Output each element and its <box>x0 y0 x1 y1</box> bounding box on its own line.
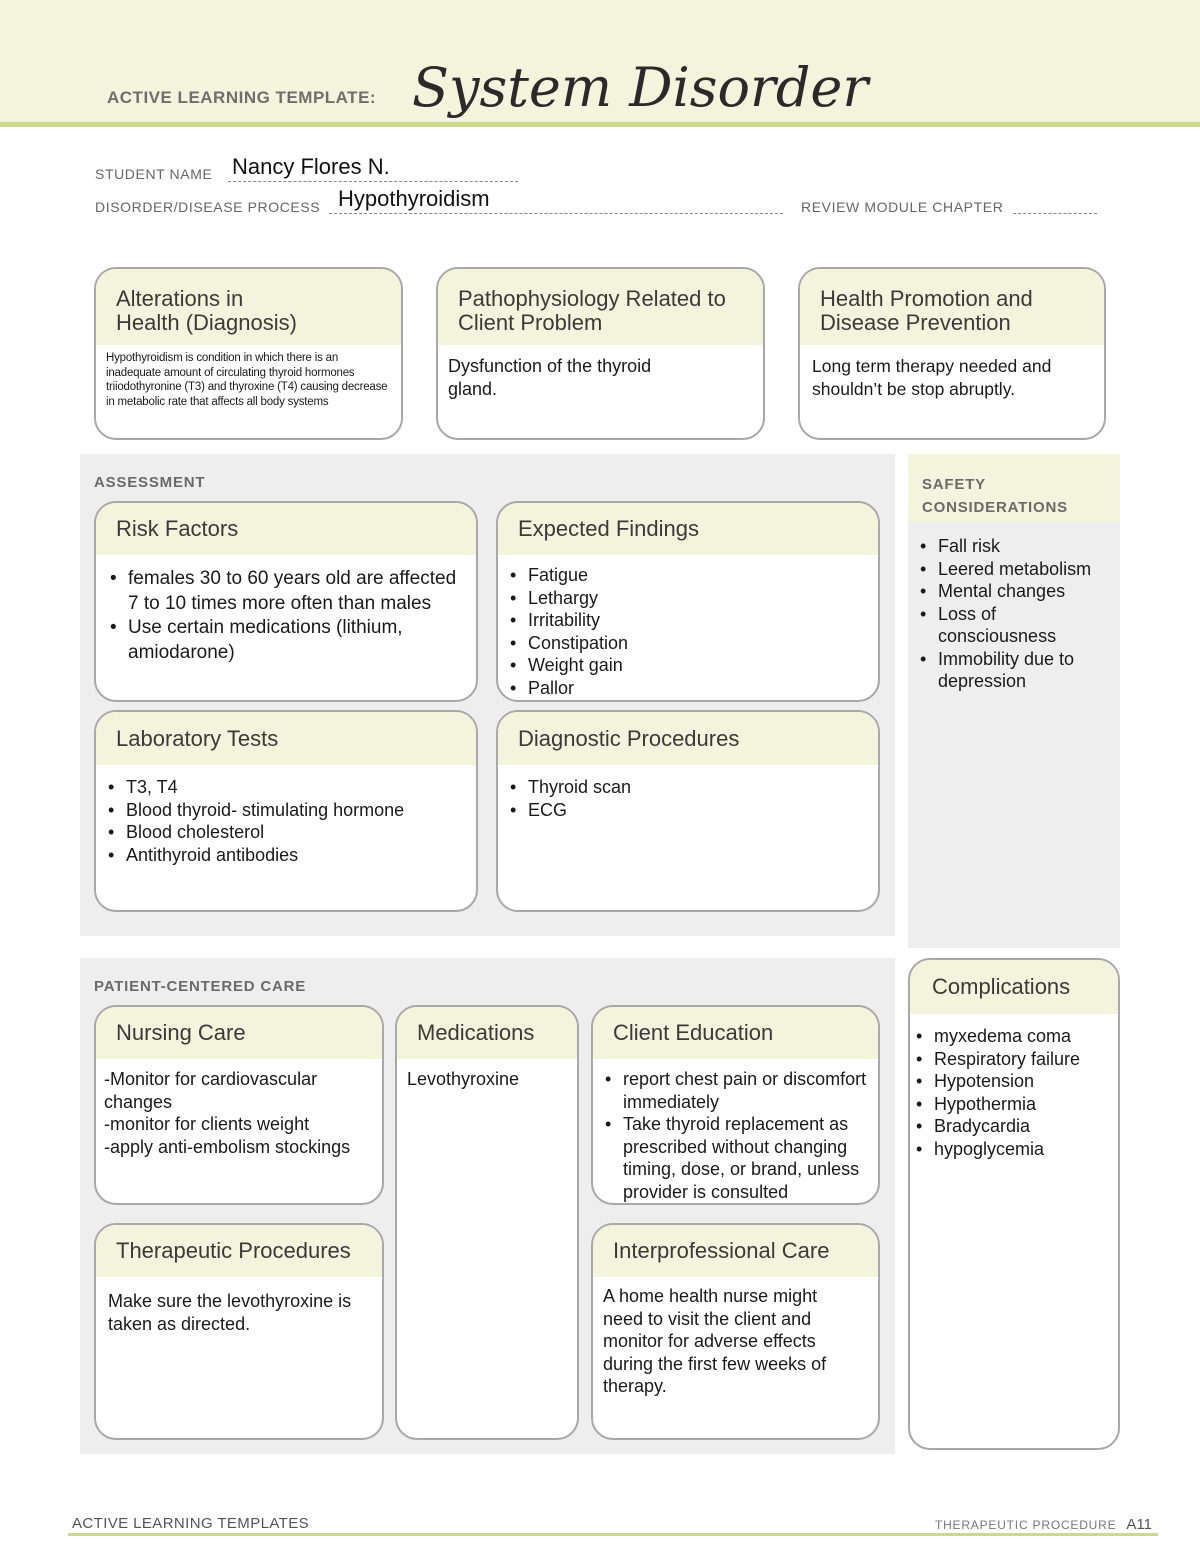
client-education-list <box>603 1068 868 1203</box>
interprofessional-care-text: A home health nurse might need to visit the client and monitor for adverse effects during the first few weeks of therapy. <box>603 1286 827 1396</box>
risk-factors-list <box>108 567 464 665</box>
diagnostic-procedures-card <box>496 710 880 912</box>
list-item: • Antithyroid antibodies <box>106 844 466 867</box>
list-item: • Leered metabolism <box>918 558 1112 581</box>
list-item: • Blood cholesterol <box>106 821 466 844</box>
review-module-line[interactable] <box>1013 213 1097 214</box>
page-title: System Disorder <box>412 56 869 119</box>
disorder-value[interactable]: Hypothyroidism <box>338 186 490 211</box>
list-item: • Immobility due to depression <box>918 648 1112 693</box>
laboratory-tests-card <box>94 710 478 912</box>
list-item: • Mental changes <box>918 580 1112 603</box>
client-education-title: Client Education <box>593 1007 878 1059</box>
medications-title: Medications <box>397 1007 577 1059</box>
list-item: • hypoglycemia <box>914 1138 1114 1161</box>
list-item: • Blood thyroid- stimulating hormone <box>106 799 466 822</box>
medications-text: Levothyroxine <box>407 1069 520 1089</box>
footer-section-name: THERAPEUTIC PROCEDURE <box>934 1518 1117 1532</box>
list-item: • myxedema coma <box>914 1025 1114 1048</box>
client-education-card <box>591 1005 880 1205</box>
list-item: • Constipation <box>508 632 868 655</box>
list-item: • Pallor <box>508 677 868 700</box>
template-label: ACTIVE LEARNING TEMPLATE: <box>107 88 377 107</box>
interprofessional-care-title: Interprofessional Care <box>593 1225 878 1277</box>
nursing-care-line: -apply anti-embolism stockings <box>104 1136 351 1157</box>
student-name-line <box>228 181 518 182</box>
health-promotion-title: Health Promotion and Disease Prevention <box>800 269 1104 345</box>
list-item: • Fatigue <box>508 564 868 587</box>
therapeutic-procedures-title: Therapeutic Procedures <box>96 1225 382 1277</box>
complications-card <box>908 958 1120 1450</box>
diagnostic-procedures-list <box>508 776 868 821</box>
assessment-label: ASSESSMENT <box>94 474 206 491</box>
complications-title: Complications <box>910 960 1118 1014</box>
nursing-care-line: -Monitor for cardiovascular changes <box>104 1069 318 1112</box>
pathophysiology-card <box>436 267 765 440</box>
student-name-label: STUDENT NAME <box>95 166 213 182</box>
diagnostic-procedures-title: Diagnostic Procedures <box>498 712 878 765</box>
alterations-text: Hypothyroidism is condition in which there is an inadequate amount of circulating thyroid hormones triiodothyronine (T3) and thyroxine (T4) causing decrease in metabolic rate that affects all body systems <box>106 352 388 408</box>
health-promotion-text: Long term therapy needed and shouldn’t be stop abruptly. <box>812 356 1052 399</box>
nursing-care-card <box>94 1005 384 1205</box>
laboratory-tests-list <box>106 776 466 866</box>
nursing-care-line: -monitor for clients weight <box>104 1114 310 1134</box>
complications-list <box>914 1025 1114 1160</box>
patient-care-label: PATIENT-CENTERED CARE <box>94 978 307 995</box>
student-name-value[interactable]: Nancy Flores N. <box>232 154 390 179</box>
footer-right <box>935 1516 1152 1533</box>
list-item: • Hypotension <box>914 1070 1114 1093</box>
therapeutic-procedures-text: Make sure the levothyroxine is taken as directed. <box>108 1291 352 1334</box>
list-item: • Hypothermia <box>914 1093 1114 1116</box>
nursing-care-text <box>96 1059 382 1167</box>
expected-findings-card <box>496 501 880 702</box>
pathophysiology-text: Dysfunction of the thyroid gland. <box>448 356 652 399</box>
list-item: • Bradycardia <box>914 1115 1114 1138</box>
footer-left-text: ACTIVE LEARNING TEMPLATES <box>72 1515 309 1532</box>
list-item: • Loss of consciousness <box>918 603 1112 648</box>
list-item: • Lethargy <box>508 587 868 610</box>
header-divider <box>0 122 1200 127</box>
list-item: • ECG <box>508 799 868 822</box>
list-item: • Fall risk <box>918 535 1112 558</box>
list-item: • females 30 to 60 years old are affected 7 to 10 times more often than males <box>108 567 464 616</box>
disorder-line <box>329 213 783 214</box>
nursing-care-title: Nursing Care <box>96 1007 382 1059</box>
interprofessional-care-card <box>591 1223 880 1440</box>
expected-findings-title: Expected Findings <box>498 503 878 555</box>
laboratory-tests-title: Laboratory Tests <box>96 712 476 765</box>
list-item: • T3, T4 <box>106 776 466 799</box>
expected-findings-list <box>508 564 868 699</box>
safety-label: SAFETY CONSIDERATIONS <box>922 476 1068 516</box>
list-item: • report chest pain or discomfort immediately <box>603 1068 868 1113</box>
disorder-label: DISORDER/DISEASE PROCESS <box>95 199 321 215</box>
list-item: • Thyroid scan <box>508 776 868 799</box>
footer-page-number: A11 <box>1126 1516 1152 1533</box>
health-promotion-card <box>798 267 1106 440</box>
safety-list <box>918 535 1112 693</box>
pathophysiology-title: Pathophysiology Related to Client Problem <box>438 269 763 345</box>
list-item: • Weight gain <box>508 654 868 677</box>
list-item: • Use certain medications (lithium, amiodarone) <box>108 616 464 665</box>
medications-card <box>395 1005 579 1440</box>
therapeutic-procedures-card <box>94 1223 384 1440</box>
list-item: • Irritability <box>508 609 868 632</box>
list-item: • Take thyroid replacement as prescribed without changing timing, dose, or brand, unless provider is consulted <box>603 1113 868 1203</box>
alterations-title: Alterations in Health (Diagnosis) <box>96 269 401 345</box>
risk-factors-title: Risk Factors <box>96 503 476 555</box>
footer-divider <box>68 1533 1158 1536</box>
risk-factors-card <box>94 501 478 702</box>
safety-section <box>908 454 1120 948</box>
list-item: • Respiratory failure <box>914 1048 1114 1071</box>
alterations-card <box>94 267 403 440</box>
review-module-label: REVIEW MODULE CHAPTER <box>801 199 1004 215</box>
